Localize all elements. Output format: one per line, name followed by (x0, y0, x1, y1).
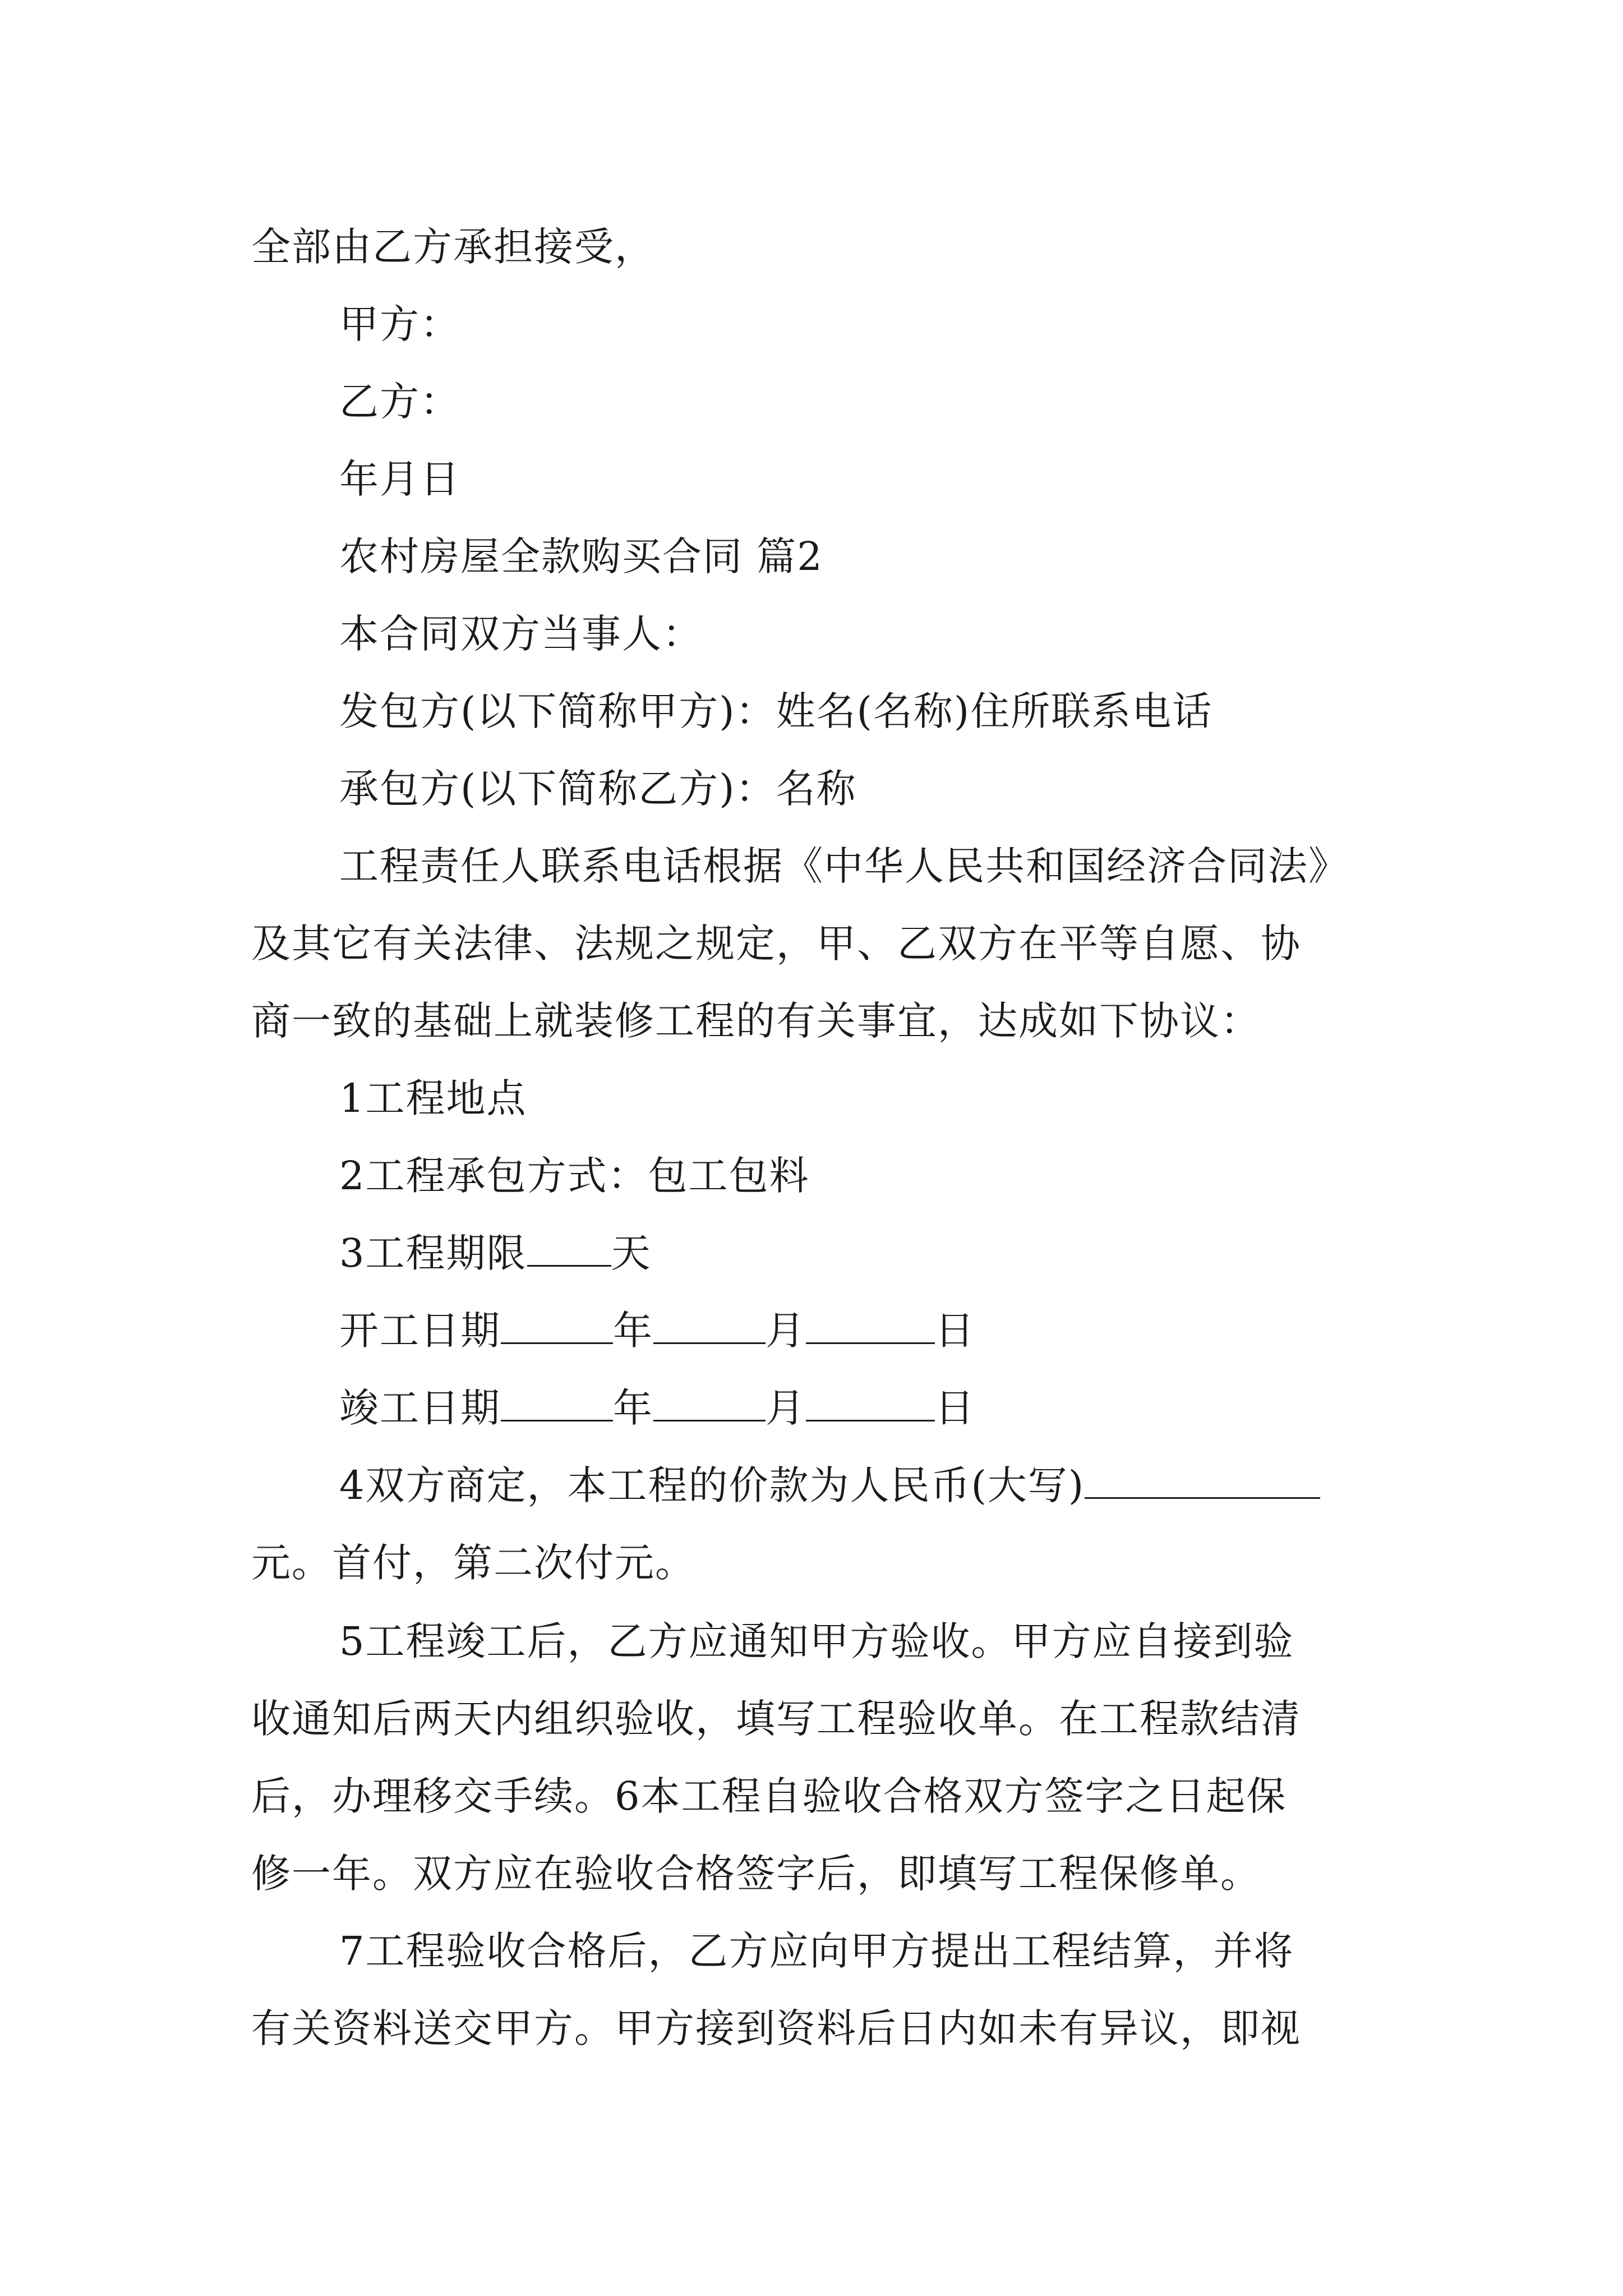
text-line: 全部由乙方承担接受， (251, 224, 655, 270)
text-line: 发包方(以下简称甲方)：姓名(名称)住所联系电话 (339, 688, 1213, 734)
text-line: 1工程地点 (339, 1075, 527, 1121)
end-year-label: 年 (613, 1385, 653, 1431)
text-line: 承包方(以下简称乙方)：名称 (339, 766, 857, 812)
price-text: 4双方商定，本工程的价款为人民币(大写) (339, 1462, 1085, 1508)
text-line: 本合同双方当事人： (339, 611, 703, 657)
end-month-label: 月 (766, 1385, 806, 1431)
party-b-label: 乙方： (339, 379, 460, 425)
start-date-line (339, 1303, 1394, 1359)
date-label: 年月日 (339, 456, 460, 502)
paragraph-line: 修一年。双方应在验收合格签字后，即填写工程保修单。 (251, 1851, 1261, 1897)
paragraph-line: 5工程竣工后，乙方应通知甲方验收。甲方应自接到验 (339, 1618, 1294, 1664)
term-suffix: 天 (611, 1230, 652, 1276)
start-year-label: 年 (613, 1308, 653, 1354)
text-line: 2工程承包方式：包工包料 (339, 1153, 810, 1199)
paragraph-line: 收通知后两天内组织验收，填写工程验收单。在工程款结清 (251, 1696, 1301, 1742)
end-year-blank (501, 1384, 613, 1421)
term-prefix: 3工程期限 (339, 1230, 527, 1276)
party-a-label: 甲方： (339, 301, 460, 347)
price-blank (1085, 1461, 1320, 1499)
paragraph-line: 有关资料送交甲方。甲方接到资料后日内如未有异议，即视 (251, 2005, 1301, 2051)
start-year-blank (501, 1306, 613, 1344)
term-line (339, 1225, 1394, 1281)
end-month-blank (653, 1384, 766, 1421)
price-continuation: 元。首付，第二次付元。 (251, 1540, 695, 1586)
text-line: 工程责任人联系电话根据《中华人民共和国经济合同法》 (339, 843, 1349, 889)
end-date-label: 竣工日期 (339, 1385, 501, 1431)
price-line (339, 1457, 1394, 1513)
paragraph-line: 7工程验收合格后，乙方应向甲方提出工程结算，并将 (339, 1928, 1294, 1974)
end-date-line (339, 1380, 1394, 1436)
start-month-blank (653, 1306, 766, 1344)
start-day-blank (806, 1306, 935, 1344)
text-line: 商一致的基础上就装修工程的有关事宜，达成如下协议： (251, 998, 1261, 1044)
start-day-label: 日 (935, 1308, 975, 1354)
start-date-label: 开工日期 (339, 1308, 501, 1354)
term-blank (527, 1229, 611, 1267)
section-title: 农村房屋全款购买合同 篇2 (339, 533, 823, 579)
end-day-blank (806, 1384, 935, 1421)
text-line: 及其它有关法律、法规之规定，甲、乙双方在平等自愿、协 (251, 921, 1301, 967)
paragraph-line: 后，办理移交手续。6本工程自验收合格双方签字之日起保 (251, 1773, 1287, 1819)
start-month-label: 月 (766, 1308, 806, 1354)
end-day-label: 日 (935, 1385, 975, 1431)
